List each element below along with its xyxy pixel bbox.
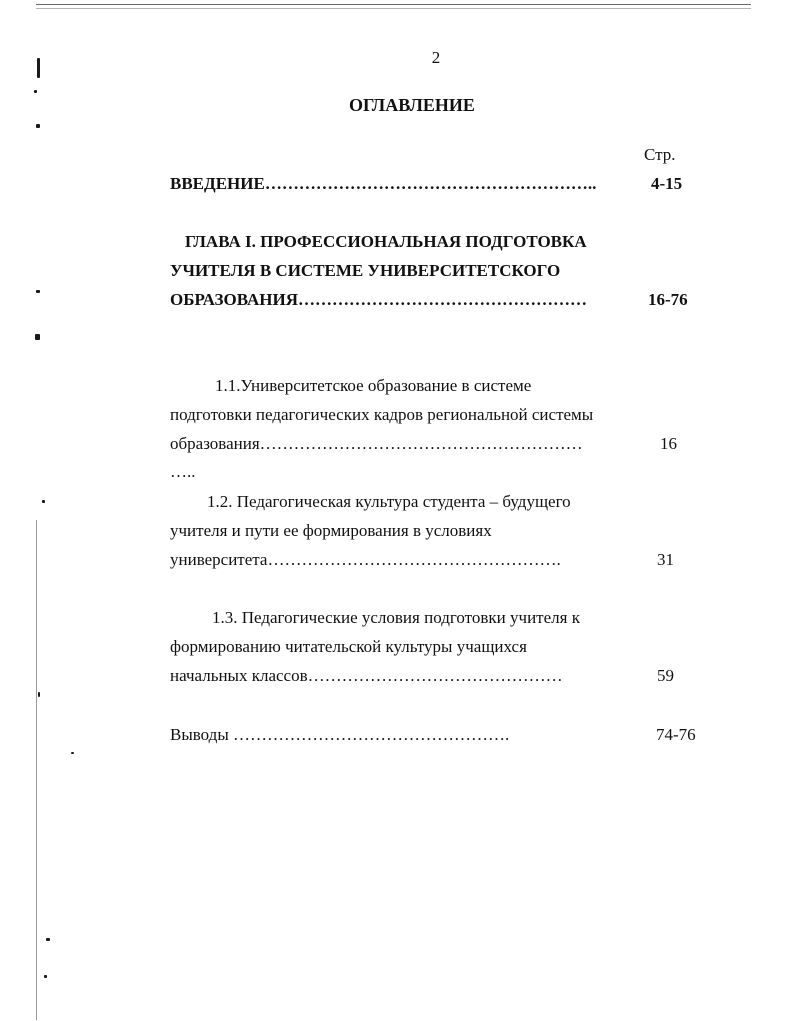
scan-speck [34, 90, 37, 93]
toc-entry-page: 16 [660, 434, 677, 453]
scan-speck [42, 500, 45, 503]
scan-border-top-inner [36, 8, 751, 9]
toc-entry-title-line: ГЛАВА I. ПРОФЕССИОНАЛЬНАЯ ПОДГОТОВКА [185, 232, 587, 251]
toc-entry-title: Выводы …………………………………………. [170, 725, 510, 744]
toc-entry-title-line: 1.3. Педагогические условия подготовки учителя к [212, 608, 580, 627]
toc-entry-page: 74-76 [656, 725, 696, 744]
toc-entry-title-line: 1.1.Университетское образование в системе [215, 376, 532, 395]
toc-entry-page: 4-15 [651, 174, 683, 193]
scan-speck [44, 975, 47, 978]
toc-entry-title-line: формированию читательской культуры учащихся [170, 637, 527, 656]
toc-entry-page: 16-76 [648, 290, 688, 309]
toc-entry-page: 31 [657, 550, 674, 569]
toc-entry-title-line: университета……………………………………………. [170, 550, 561, 569]
toc-entry-title-line: 1.2. Педагогическая культура студента – будущего [207, 492, 571, 511]
toc-entry-title-line: УЧИТЕЛЯ В СИСТЕМЕ УНИВЕРСИТЕТСКОГО [170, 261, 561, 280]
toc-entry-title-line: подготовки педагогических кадров региональной системы [170, 405, 594, 424]
toc-entry-title-line: учителя и пути ее формирования в условиях [170, 521, 492, 540]
scan-border-left [36, 520, 37, 1020]
toc-entry-title-line: начальных классов……………………………………… [170, 666, 563, 685]
scan-speck [35, 334, 40, 340]
scan-speck [37, 58, 40, 78]
scan-speck [71, 752, 74, 754]
toc-entry-title-line: ОБРАЗОВАНИЯ…………………………………………… [170, 290, 587, 309]
toc-entry-page: 59 [657, 666, 674, 685]
scan-border-top [36, 4, 751, 5]
page-column-label: Стр. [644, 145, 676, 164]
toc-entry-title-line: ….. [170, 462, 196, 481]
scan-speck [36, 290, 40, 293]
scan-speck [46, 938, 50, 941]
scan-speck [38, 692, 40, 697]
page-number: 2 [431, 48, 441, 67]
page-title: ОГЛАВЛЕНИЕ [349, 95, 475, 115]
toc-entry-title: ВВЕДЕНИЕ………………………………………………….. [170, 174, 597, 193]
scan-speck [36, 124, 40, 128]
toc-entry-title-line: образования………………………………………………… [170, 434, 583, 453]
